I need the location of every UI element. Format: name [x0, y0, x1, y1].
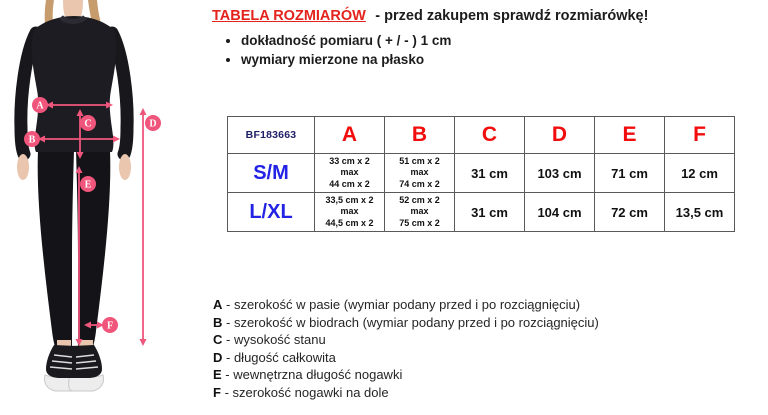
- legend-item: [213, 384, 599, 402]
- cell-b: [385, 193, 455, 232]
- cell-a: [315, 193, 385, 232]
- legend-item: [213, 296, 599, 314]
- dim-line: 33 cm x 2: [329, 155, 370, 166]
- dim-line: 52 cm x 2: [399, 194, 440, 205]
- dim-line: max: [410, 167, 429, 178]
- legend-item: [213, 331, 599, 349]
- legend-letter: B: [213, 314, 223, 330]
- dim-line: 75 cm x 2: [399, 217, 440, 228]
- legend-letter: D: [213, 349, 223, 365]
- cell-e: 71 cm: [595, 154, 665, 193]
- cell-b: [385, 154, 455, 193]
- cell-c: 31 cm: [455, 154, 525, 193]
- column-header-e: E: [595, 117, 665, 154]
- cell-f: 13,5 cm: [665, 193, 735, 232]
- column-header-c: C: [455, 117, 525, 154]
- dim-line: max: [340, 206, 359, 217]
- cell-d: 103 cm: [525, 154, 595, 193]
- size-table-wrap: [227, 116, 735, 232]
- header-bullets: [212, 33, 762, 67]
- table-row: [228, 154, 735, 193]
- legend-text: - szerokość nogawki na dole: [224, 384, 389, 400]
- column-header-a: A: [315, 117, 385, 154]
- sneakers: [44, 345, 103, 391]
- model-photo: [0, 0, 200, 415]
- legend-text: - wewnętrzna długość nogawki: [225, 367, 403, 383]
- cell-a: [315, 154, 385, 193]
- legend-text: - szerokość w biodrach (wymiar podany przed i po rozciągnięciu): [226, 314, 599, 330]
- marker-e-label: E: [84, 179, 92, 191]
- page-title: TABELA ROZMIARÓW: [212, 8, 366, 24]
- table-row: [228, 193, 735, 232]
- product-code: BF183663: [228, 117, 315, 154]
- legend-letter: E: [213, 367, 222, 383]
- legend-item: [213, 314, 599, 332]
- table-header-row: [228, 117, 735, 154]
- marker-d: [140, 108, 162, 346]
- legend-item: [213, 349, 599, 367]
- sweater: [32, 16, 117, 152]
- column-header-b: B: [385, 117, 455, 154]
- legend-item: [213, 366, 599, 384]
- column-header-d: D: [525, 117, 595, 154]
- leggings: [38, 150, 74, 347]
- measurement-legend: [213, 296, 599, 402]
- legend-text: - wysokość stanu: [226, 332, 326, 348]
- marker-f-label: F: [106, 320, 114, 332]
- legend-letter: C: [213, 332, 223, 348]
- dim-line: 44,5 cm x 2: [325, 217, 374, 228]
- dim-line: max: [340, 167, 359, 178]
- legend-letter: A: [213, 297, 223, 312]
- cell-c: 31 cm: [455, 193, 525, 232]
- marker-c-label: C: [84, 118, 92, 130]
- size-label: S/M: [228, 154, 315, 193]
- bullet-item: • wymiary mierzone na płasko: [241, 52, 762, 67]
- dim-line: 74 cm x 2: [399, 178, 440, 189]
- dim-line: max: [410, 206, 429, 217]
- dim-line: 51 cm x 2: [399, 155, 440, 166]
- column-header-f: F: [665, 117, 735, 154]
- dim-line: 44 cm x 2: [329, 178, 370, 189]
- marker-a-label: A: [36, 100, 44, 112]
- bullet-item: • dokładność pomiaru ( + / - ) 1 cm: [241, 33, 762, 48]
- legend-text: - szerokość w pasie (wymiar podany przed i po rozciągnięciu): [226, 297, 581, 312]
- size-table: [227, 116, 735, 232]
- page-title-suffix: - przed zakupem sprawdź rozmiarówkę!: [375, 8, 649, 24]
- legend-text: - długość całkowita: [226, 349, 336, 365]
- legend-letter: F: [213, 384, 221, 400]
- size-label: L/XL: [228, 193, 315, 232]
- dim-line: 33,5 cm x 2: [325, 194, 374, 205]
- cell-e: 72 cm: [595, 193, 665, 232]
- marker-b-label: B: [28, 134, 36, 146]
- header: [212, 7, 762, 71]
- marker-d-label: D: [149, 118, 157, 130]
- model-figure: [17, 0, 131, 391]
- cell-f: 12 cm: [665, 154, 735, 193]
- cell-d: 104 cm: [525, 193, 595, 232]
- left-hand: [17, 154, 29, 180]
- title-line: [212, 7, 762, 25]
- right-hand: [119, 154, 131, 180]
